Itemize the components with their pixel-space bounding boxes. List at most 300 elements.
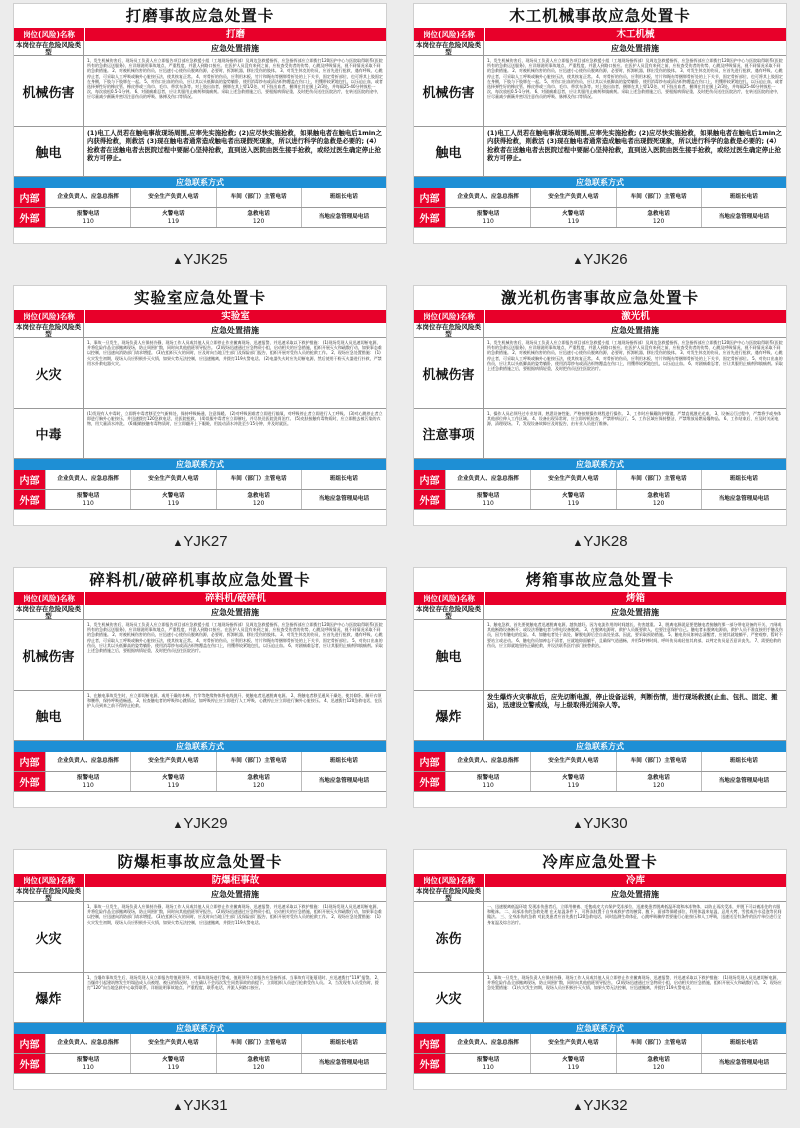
card-code-text: YJK30: [583, 815, 628, 832]
internal-contact: 车间（部门）主管电话: [616, 752, 701, 771]
position-bar: [414, 592, 786, 605]
card-cell: [400, 846, 800, 1128]
external-cols: [445, 208, 786, 227]
position-label: 岗位(风险)名称: [414, 310, 484, 323]
internal-cols: [45, 188, 386, 207]
external-contact: [701, 1054, 786, 1073]
hazard-section: [14, 902, 386, 973]
external-contact: [45, 772, 130, 791]
emergency-card: [413, 3, 787, 244]
external-contact-label: 火警电话: [562, 774, 585, 781]
hazard-name: 注意事项: [414, 409, 484, 458]
external-label: 外部: [14, 772, 45, 791]
internal-contact: 车间（部门）主管电话: [216, 470, 301, 489]
triangle-icon: ▲: [572, 819, 584, 831]
measure-title: 应急处置措施: [611, 890, 659, 899]
external-contact-label: 火警电话: [162, 492, 185, 499]
external-contact: [45, 490, 130, 509]
card-code-text: YJK32: [583, 1097, 628, 1114]
triangle-icon: ▲: [572, 255, 584, 267]
external-contact-row: [14, 772, 386, 792]
external-contact-label: 当地应急管理局电话: [318, 214, 370, 220]
external-contact-number: 120: [252, 1063, 265, 1071]
risk-type-label: 本岗位存在危险风险类型: [414, 887, 484, 901]
card-code: [400, 251, 800, 268]
external-contact-number: 120: [652, 217, 665, 225]
triangle-icon: ▲: [572, 1101, 584, 1113]
external-contact: [216, 1054, 301, 1073]
internal-contact: 安全生产负责人电话: [130, 470, 215, 489]
external-contact-number: 120: [252, 217, 265, 225]
position-name: 防爆柜事故: [84, 874, 386, 887]
risk-type-label: 本岗位存在危险风险类型: [414, 605, 484, 619]
external-contact: [301, 208, 386, 227]
internal-cols: [445, 188, 786, 207]
risk-header: [414, 323, 786, 338]
position-bar: [14, 310, 386, 323]
card-code: [0, 815, 400, 832]
external-contact-label: 火警电话: [162, 1056, 185, 1063]
external-contact-number: 119: [567, 217, 580, 225]
position-bar: [414, 874, 786, 887]
internal-cols: [45, 752, 386, 771]
external-contact-row: [414, 490, 786, 510]
internal-contact-row: [414, 1034, 786, 1054]
internal-contact: 车间（部门）主管电话: [616, 470, 701, 489]
hazard-measures: 1、发生机械伤害后，现场员工负责人应立即报告项目部应急救援小组（工地现场指挥部）及周边急救援指挥，应急指挥部应立即拨打120医护中心与医院取得联系(医院所有的急救运送服务)，应详细说明事故地点、严重程度，并派人到路口接应。在医护人员没有来到之前，应检查受伤者的伤势、心跳及呼吸情况，视不同情况采取不同的急救措施。 2、对被机械伤害的伤员，应迅速小心使伤员脱离伤源，必要时，拆卸机器，移出受伤的肢体。 3、对发生休克的伤员，应首先进行抢救，遇有呼吸、心跳停止者，可采取人工呼吸或胸外心脏按压法，使其恢复正常。 4、对骨折的伤员，应利用木板、竹片和绳布等捆绑骨折处的上下关节，固定骨折部位。 5、对伤口出血的伤员，应让其以头低脚高的姿势躺卧，使用消毒纱布或清洁织物覆盖在伤口上，用绷带较紧地包扎，以压迫止血。 6、对剧痛难忍者，应让其服用止痛剂和镇痛剂。采取上述急救措施之后，要根据病情轻重，及时把伤员送往医院治疗。: [87, 622, 383, 654]
external-contact: [530, 490, 615, 509]
measure-title: 应急处置措施: [611, 608, 659, 617]
hazard-name: 火灾: [14, 338, 84, 408]
contact-title: 应急联系方式: [14, 741, 386, 752]
emergency-card: [13, 3, 387, 244]
external-contact-label: 当地应急管理局电话: [718, 214, 770, 220]
triangle-icon: ▲: [572, 537, 584, 549]
external-contact: [216, 208, 301, 227]
external-contact-number: 110: [82, 217, 94, 225]
risk-header: [14, 605, 386, 620]
hazard-measures: 1、发生机械伤害后，现场员工负责人应立即报告项目部应急救援小组（工地现场指挥部）及周边急救援指挥，应急指挥部应立即拨打120医护中心与医院取得联系(医院所有的急救运送服务)，应详细说明事故地点、严重程度，并派人到路口接应。在医护人员没有来到之前，应检查受伤者的伤势、心跳及呼吸情况，视不同情况采取不同的急救措施。 2、对被机械伤害的伤员，应迅速小心使伤员脱离伤源，必要时，拆卸机器，移出受伤的肢体。 3、对发生休克的伤员，应首先进行抢救，遇有呼吸、心跳停止者，可采取人工呼吸或胸外心脏按压法，使其恢复正常。 4、对骨折的伤员，应利用木板、竹片和绳布等捆绑骨折处的上下关节，固定骨折部位，也可将其上肢固定在身侧，下肢与下肢绑在一起。 5、对伤口出血的伤员，应让其以头低脚高的姿势躺卧，使用消毒纱布或清洁织物覆盖在伤口上，用绷带较紧地包扎，以压迫止血，或者选择弹性好的橡皮管、橡皮带或三角巾、毛巾、带状布条等。对上肢出血者，捆绑在其上臂1/2处，对下肢出血者，捆绑在其在腿上2/3处，并每隔25-40分钟放松一次，每次放松0.5-1分钟。 6、对剧痛难忍者，应让其服用止痛剂和镇痛剂。采取上述急救措施之后，要根据病情轻重，及时把伤员送往医院治疗，在转送医院的途中，应尽量减少颠簸并密切注意伤员的呼吸、脉搏及伤口等情况。: [87, 58, 383, 100]
triangle-icon: ▲: [172, 255, 184, 267]
card-code: [0, 251, 400, 268]
external-label: 外部: [14, 1054, 45, 1073]
external-cols: [445, 490, 786, 509]
card-code-text: YJK25: [183, 251, 228, 268]
position-bar: [14, 592, 386, 605]
hazard-section: [414, 409, 786, 459]
external-contact-label: 火警电话: [562, 1056, 585, 1063]
external-label: 外部: [414, 1054, 445, 1073]
card-code-text: YJK29: [183, 815, 228, 832]
internal-contact: 班组长电话: [701, 470, 786, 489]
external-contact-number: 120: [652, 1063, 665, 1071]
card-code-text: YJK27: [183, 533, 228, 550]
hazard-section: [414, 973, 786, 1023]
external-contact: [45, 1054, 130, 1073]
hazard-name: 触电: [14, 691, 84, 740]
external-contact-label: 当地应急管理局电话: [718, 778, 770, 784]
emergency-card: [413, 285, 787, 526]
position-label: 岗位(风险)名称: [414, 592, 484, 605]
external-contact-number: 120: [652, 499, 665, 507]
external-contact: [130, 772, 215, 791]
external-contact: [301, 490, 386, 509]
internal-contact: 班组长电话: [701, 1034, 786, 1053]
risk-header: [14, 41, 386, 56]
internal-contact: 企业负责人、应急总指挥: [445, 188, 530, 207]
external-contact-number: 119: [567, 1063, 580, 1071]
external-contact-label: 当地应急管理局电话: [318, 496, 370, 502]
external-contact: [445, 490, 530, 509]
external-contact-number: 119: [167, 217, 180, 225]
hazard-section: [14, 691, 386, 741]
position-label: 岗位(风险)名称: [14, 592, 84, 605]
card-title: 碎料机/破碎机事故应急处置卡: [89, 571, 311, 589]
risk-type-label: 本岗位存在危险风险类型: [14, 605, 84, 619]
position-label: 岗位(风险)名称: [14, 874, 84, 887]
external-contact: [130, 490, 215, 509]
hazard-section: [414, 691, 786, 741]
hazard-name: 触电: [414, 620, 484, 690]
internal-contact-row: [414, 470, 786, 490]
card-cell: [400, 564, 800, 846]
external-contact: [701, 490, 786, 509]
internal-contact: 企业负责人、应急总指挥: [445, 470, 530, 489]
position-name: 木工机械: [484, 28, 786, 41]
external-contact-label: 报警电话: [476, 210, 500, 217]
internal-label: 内部: [414, 752, 445, 771]
external-contact: [701, 208, 786, 227]
internal-cols: [45, 470, 386, 489]
risk-header: [414, 887, 786, 902]
external-cols: [445, 772, 786, 791]
hazard-section: [14, 56, 386, 127]
internal-contact: 车间（部门）主管电话: [216, 752, 301, 771]
contact-title: 应急联系方式: [414, 177, 786, 188]
hazard-measures: 1、事故一旦发生，现场负责人应保持冷静，现场工作人员或其他人员立即停止作业撤离现场，迅速报警，并迅速采取以下救护措施： (1)现场发现人员迅速切断电源，并将危险作品全部撤离现场，防止周围扩散，同时向其他值班领导报告。 (2)现场迅速通过应急物资小组，启动相关的应急措施，组织开展灭火和疏散行动，如果事态难以控制，应迅速向消防部门请求增援。 (3)在组织灭火的同时，应及时向当地卫生部门及保险部门报告，组织开展对受伤人员的抢救工作。 2、现场应急处置措施： (1)火灾发生初期，现场人员应积极扑灭火情，如果火势无法控制，应迅速撤离，并拨打119火警电话。 (2)电器失火时应先切断电源，然后使用干粉灭火器进行扑救，严禁用水扑救电器火灾。: [87, 340, 382, 366]
internal-contact: 车间（部门）主管电话: [216, 1034, 301, 1053]
card-title: 打磨事故应急处置卡: [125, 7, 275, 25]
position-name: 冷库: [484, 874, 786, 887]
external-contact-number: 119: [167, 1063, 180, 1071]
external-contact: [445, 772, 530, 791]
external-contact-number: 120: [252, 499, 265, 507]
external-contact-label: 急救电话: [647, 1056, 670, 1063]
external-contact-label: 急救电话: [647, 774, 670, 781]
position-label: 岗位(风险)名称: [414, 28, 484, 41]
hazard-name: 爆炸: [14, 973, 84, 1022]
external-contact-label: 报警电话: [76, 1056, 100, 1063]
card-code: [400, 533, 800, 550]
card-code: [400, 815, 800, 832]
internal-contact: 班组长电话: [301, 188, 386, 207]
card-code: [400, 1097, 800, 1114]
risk-type-label: 本岗位存在危险风险类型: [414, 41, 484, 55]
external-contact-label: 报警电话: [476, 492, 500, 499]
risk-type-label: 本岗位存在危险风险类型: [14, 887, 84, 901]
emergency-card: [13, 567, 387, 808]
internal-label: 内部: [414, 470, 445, 489]
hazard-measures: 1、操作人员必须经过专业培训，熟悉设备性能，严格按照操作规程进行操作。 2、工作时应佩戴防护眼镜，严禁直视激光光束。 3、设备运行过程中，严禁将手或身体其他部位伸入工作区域。 4、设备出现异常时，应立即停机检查，严禁带病运行。 5、工作区域应保持整洁，严禁堆放易燃易爆物品。 6、工作结束后，应及时关闭电源，清理现场。 7、发现设备故障应及时报告，由专业人员进行维修。: [487, 411, 782, 427]
external-contact-number: 119: [567, 781, 580, 789]
external-contact-row: [14, 208, 386, 228]
external-contact-number: 119: [167, 499, 180, 507]
external-contact-label: 报警电话: [76, 210, 100, 217]
card-code: [0, 1097, 400, 1114]
internal-contact: 企业负责人、应急总指挥: [45, 188, 130, 207]
external-contact-number: 120: [652, 781, 665, 789]
internal-cols: [45, 1034, 386, 1053]
external-label: 外部: [414, 208, 445, 227]
internal-contact-row: [14, 1034, 386, 1054]
hazard-name: 机械伤害: [14, 620, 84, 690]
internal-cols: [445, 752, 786, 771]
external-contact: [216, 490, 301, 509]
contact-title: 应急联系方式: [414, 1023, 786, 1034]
position-label: 岗位(风险)名称: [414, 874, 484, 887]
hazard-name: 中毒: [14, 409, 84, 458]
hazard-name: 机械伤害: [414, 56, 484, 126]
card-code: [0, 533, 400, 550]
external-label: 外部: [414, 772, 445, 791]
internal-label: 内部: [414, 1034, 445, 1053]
external-contact-number: 119: [567, 499, 580, 507]
card-cell: [400, 0, 800, 282]
internal-contact: 车间（部门）主管电话: [616, 188, 701, 207]
hazard-measures: 1、在触电事故发生时，应立即切断电源，或用干燥的木棒、竹竿等绝缘物体将电线挑开，使触电者迅速脱离电源。 2、将触电者移至通风干燥处，使其仰卧，解开衣领和腰带，保持呼吸道畅通。 3、检查触电者的呼吸和心跳情况，如呼吸停止应立即进行人工呼吸，心跳停止应立即进行胸外心脏按压。 4、迅速拨打120急救电话，在医护人员到来之前不得停止抢救。: [87, 693, 383, 709]
external-contact: [530, 772, 615, 791]
contact-title: 应急联系方式: [414, 459, 786, 470]
external-cols: [45, 490, 386, 509]
hazard-measures: 1、发生机械伤害后，现场员工负责人应立即报告项目部应急救援小组（工地现场指挥部）及周边急救援指挥，应急指挥部应立即拨打120医护中心与医院取得联系(医院所有的急救运送服务)，应详细说明事故地点、严重程度，并派人到路口接应。在医护人员没有来到之前，应检查受伤者的伤势、心跳及呼吸情况，视不同情况采取不同的急救措施。 2、对被机械伤害的伤员，应迅速小心使伤员脱离伤源，必要时，拆卸机器，移出受伤的肢体。 3、对发生休克的伤员，应首先进行抢救，遇有呼吸、心跳停止者，可采取人工呼吸或胸外心脏按压法，使其恢复正常。 4、对骨折的伤员，应利用木板、竹片和绳布等捆绑骨折处的上下关节，固定骨折部位。 5、对伤口出血的伤员，应让其以头低脚高的姿势躺卧，使用消毒纱布或清洁织物覆盖在伤口上，用绷带较紧地包扎，以压迫止血。 6、对剧痛难忍者，应让其服用止痛剂和镇痛剂。采取上述急救措施之后，要根据病情轻重，及时把伤员送往医院治疗。: [487, 340, 783, 372]
internal-contact: 安全生产负责人电话: [530, 188, 615, 207]
external-contact-label: 急救电话: [647, 492, 670, 499]
hazard-name: 爆炸: [414, 691, 484, 740]
external-contact: [301, 1054, 386, 1073]
internal-label: 内部: [14, 470, 45, 489]
risk-header: [414, 605, 786, 620]
external-contact: [445, 1054, 530, 1073]
internal-contact: 安全生产负责人电话: [130, 752, 215, 771]
internal-contact: 班组长电话: [701, 752, 786, 771]
external-contact: [216, 772, 301, 791]
risk-header: [414, 41, 786, 56]
hazard-section: [414, 127, 786, 177]
external-contact-number: 110: [482, 781, 494, 789]
card-title: 烤箱事故应急处置卡: [525, 571, 675, 589]
measure-title: 应急处置措施: [211, 44, 259, 53]
external-contact-label: 当地应急管理局电话: [318, 1060, 370, 1066]
internal-contact: 企业负责人、应急总指挥: [45, 752, 130, 771]
measure-title: 应急处置措施: [611, 326, 659, 335]
internal-contact: 企业负责人、应急总指挥: [45, 470, 130, 489]
hazard-section: [414, 56, 786, 127]
external-contact-row: [14, 1054, 386, 1074]
internal-contact-row: [14, 470, 386, 490]
measure-title: 应急处置措施: [211, 326, 259, 335]
internal-contact: 班组长电话: [301, 1034, 386, 1053]
external-contact-label: 火警电话: [162, 774, 185, 781]
hazard-name: 火灾: [414, 973, 484, 1022]
internal-cols: [445, 470, 786, 489]
hazard-measures: 1、事故一旦发生，现场负责人应保持冷静，现场工作人员或其他人员立即停止作业撤离现场，迅速报警，并迅速采取以下救护措施： (1)现场发现人员迅速切断电源，并将危险作品全部撤离现场，防止周围扩散，同时向其他值班领导报告。 (2)现场迅速通过应急物资小组，启动相关的应急措施，组织开展灭火和疏散行动。 2、现场应急处置措施： (1)火灾发生初期，现场人员应积极扑灭火情，如果火势无法控制，应迅速撤离，并拨打119火警电话。: [487, 975, 782, 991]
external-contact-number: 119: [167, 781, 180, 789]
external-contact: [130, 1054, 215, 1073]
internal-contact: 安全生产负责人电话: [530, 470, 615, 489]
card-title: 激光机伤害事故应急处置卡: [500, 289, 699, 307]
hazard-measures: (1)发现有人中毒时，立即将中毒者移至空气新鲜处，保持呼吸畅通，注意保暖。 (2)对呼吸困难者立即进行输氧，对呼吸停止者立即进行人工呼吸。 (3)对心跳停止者立即进行胸外心脏按压，并迅速拨打120急救电话，送医院抢救。 (4)误服中毒者应立即催吐，并尽快送医院洗胃治疗。 (5)皮肤接触有毒物质时，应立即脱去被污染的衣物，用大量清水冲洗。 (6)眼睛接触有毒物质时，应立即翻开上下眼睑，用流动清水冲洗至少15分钟，并及时就医。: [87, 411, 383, 427]
card-code-text: YJK26: [583, 251, 628, 268]
external-label: 外部: [14, 490, 45, 509]
external-label: 外部: [14, 208, 45, 227]
internal-contact: 安全生产负责人电话: [530, 752, 615, 771]
position-label: 岗位(风险)名称: [14, 310, 84, 323]
external-label: 外部: [414, 490, 445, 509]
emergency-card: [413, 849, 787, 1090]
position-bar: [414, 28, 786, 41]
external-contact-number: 110: [482, 1063, 494, 1071]
contact-title: 应急联系方式: [14, 459, 386, 470]
hazard-section: [14, 127, 386, 177]
external-contact-label: 急救电话: [647, 210, 670, 217]
position-name: 实验室: [84, 310, 386, 323]
external-contact-row: [14, 490, 386, 510]
external-contact-label: 报警电话: [76, 492, 100, 499]
contact-title: 应急联系方式: [414, 741, 786, 752]
external-contact-number: 110: [482, 217, 494, 225]
external-cols: [45, 208, 386, 227]
internal-label: 内部: [14, 1034, 45, 1053]
triangle-icon: ▲: [172, 1101, 184, 1113]
external-contact-label: 当地应急管理局电话: [718, 1060, 770, 1066]
triangle-icon: ▲: [172, 537, 184, 549]
external-contact: [616, 490, 701, 509]
external-contact-label: 急救电话: [247, 492, 270, 499]
external-contact-label: 当地应急管理局电话: [318, 778, 370, 784]
hazard-section: [414, 620, 786, 691]
emergency-card: [413, 567, 787, 808]
hazard-name: 触电: [414, 127, 484, 176]
hazard-measures: 1、发生机械伤害后，现场员工负责人应立即报告项目部应急救援小组（工地现场指挥部）及周边急救援指挥，应急指挥部应立即拨打120医护中心与医院取得联系(医院所有的急救运送服务)，应详细说明事故地点、严重程度，并派人到路口接应。在医护人员没有来到之前，应检查受伤者的伤势、心跳及呼吸情况，视不同情况采取不同的急救措施。 2、对被机械伤害的伤员，应迅速小心使伤员脱离伤源，必要时，拆卸机器，移出受伤的肢体。 3、对发生休克的伤员，应首先进行抢救，遇有呼吸、心跳停止者，可采取人工呼吸或胸外心脏按压法，使其恢复正常。 4、对骨折的伤员，应利用木板、竹片和绳布等捆绑骨折处的上下关节，固定骨折部位，也可将其上肢固定在身侧，下肢与下肢绑在一起。 5、对伤口出血的伤员，应让其以头低脚高的姿势躺卧，使用消毒纱布或清洁织物覆盖在伤口上，用绷带较紧地包扎，以压迫止血，或者选择弹性好的橡皮管、橡皮带或三角巾、毛巾、带状布条等。对上肢出血者，捆绑在其上臂1/2处，对下肢出血者，捆绑在其在腿上2/3处，并每隔25-40分钟放松一次，每次放松0.5-1分钟。 6、对剧痛难忍者，应让其服用止痛剂和镇痛剂。采取上述急救措施之后，要根据病情轻重，及时把伤员送往医院治疗，在转送医院的途中，应尽量减少颠簸并密切注意伤员的呼吸、脉搏及伤口等情况。: [487, 58, 783, 100]
position-name: 烤箱: [484, 592, 786, 605]
risk-header: [14, 887, 386, 902]
external-contact-number: 110: [82, 1063, 94, 1071]
hazard-section: [414, 902, 786, 973]
measure-title: 应急处置措施: [611, 44, 659, 53]
external-contact-label: 火警电话: [562, 210, 585, 217]
internal-contact: 企业负责人、应急总指挥: [445, 1034, 530, 1053]
risk-type-label: 本岗位存在危险风险类型: [414, 323, 484, 337]
measure-title: 应急处置措施: [211, 890, 259, 899]
internal-contact: 安全生产负责人电话: [130, 188, 215, 207]
internal-contact: 班组长电话: [301, 752, 386, 771]
hazard-section: [14, 409, 386, 459]
external-contact-label: 急救电话: [247, 1056, 270, 1063]
internal-contact: 企业负责人、应急总指挥: [445, 752, 530, 771]
card-title: 防爆柜事故应急处置卡: [117, 853, 283, 871]
internal-label: 内部: [14, 752, 45, 771]
internal-contact: 企业负责人、应急总指挥: [45, 1034, 130, 1053]
internal-contact-row: [14, 188, 386, 208]
external-contact: [530, 208, 615, 227]
hazard-measures: 发生爆炸火灾事故后，应先切断电源，停止设备运转，判断伤情，进行现场救援(止血、包扎、固定、搬运)，迅速设立警戒线，与上级取得近闲杂人等。: [487, 693, 778, 710]
external-contact-number: 110: [82, 499, 94, 507]
position-name: 激光机: [484, 310, 786, 323]
position-name: 打磨: [84, 28, 386, 41]
external-contact: [445, 208, 530, 227]
contact-title: 应急联系方式: [14, 1023, 386, 1034]
triangle-icon: ▲: [172, 819, 184, 831]
hazard-measures: (1)电工人员若在触电事故现场周围,应率先实施抢救; (2)应尽快实施抢救，如果触电者在触电后1min之内获得抢救，则救活 (3)现在触电者通常造成触电者出现假死现象，所以进行科学的急救是必要的; (4）抢救者在送触电者去医院过程中要耐心坚持抢救，直到送入医院由医生接手抢救，或经过医生确定停止抢救方可停止。: [487, 129, 782, 163]
position-bar: [14, 874, 386, 887]
risk-type-label: 本岗位存在危险风险类型: [14, 323, 84, 337]
external-contact-row: [414, 1054, 786, 1074]
external-cols: [45, 1054, 386, 1073]
external-contact: [530, 1054, 615, 1073]
hazard-measures: 1、事故一旦发生，现场负责人应保持冷静，现场工作人员或其他人员立即停止作业撤离现场，迅速报警，并迅速采取以下救护措施： (1)现场发现人员迅速切断电源，并将危险作品全部撤离现场，防止周围扩散，同时向其他值班领导报告。 (2)现场迅速通过应急物资小组，启动相关的应急措施，组织开展灭火和疏散行动，如果事态难以控制，应迅速向消防部门请求增援。 (3)在组织灭火的同时，应及时向当地卫生部门及保险部门报告，组织开展对受伤人员的抢救工作。 2、现场应急处置措施： (1)火灾发生初期，现场人员应积极扑灭火情，如果火势无法控制，应迅速撤离，并拨打119火警电话。: [87, 904, 382, 925]
internal-contact-row: [414, 188, 786, 208]
hazard-measures: 1、当爆炸事故发生后，现场发现人员立即报告给值班领导，对事故现场进行警戒，值班领导立即报告应急指挥部，当事故有可能蔓延时，应迅速拨打“119”报警。 2、当爆炸引起建筑物发生坍塌造成人员被埋、被压的情况时，应在确认不会再次发生同类事故的前提下，立即组织人员进行抢救受伤人员。 3、当发现有人员受伤时，拨打“120”向当地急救中心取得联系，详细说明事故地点、严重程度，联系电话，并派人到路口接应。: [87, 975, 382, 991]
external-contact-number: 110: [82, 781, 94, 789]
external-cols: [45, 772, 386, 791]
internal-contact: 车间（部门）主管电话: [616, 1034, 701, 1053]
external-cols: [445, 1054, 786, 1073]
external-contact-label: 火警电话: [162, 210, 185, 217]
emergency-card: [13, 285, 387, 526]
external-contact-label: 报警电话: [476, 1056, 500, 1063]
hazard-measures: (1)电工人员若在触电事故现场周围,应率先实施抢救; (2)应尽快实施抢救，如果触电者在触电后1min之内获得抢救，则救活 (3)现在触电者通常造成触电者出现假死现象，所以进行科学的急救是必要的; (4）抢救者在送触电者去医院过程中要耐心坚持抢救，直到送入医院由医生接手抢救，或经过医生确定停止抢救方可停止。: [87, 129, 382, 163]
card-cell: [400, 282, 800, 564]
measure-title: 应急处置措施: [211, 608, 259, 617]
internal-contact: 车间（部门）主管电话: [216, 188, 301, 207]
hazard-name: 火灾: [14, 902, 84, 972]
internal-contact-row: [14, 752, 386, 772]
external-contact: [45, 208, 130, 227]
card-title: 实验室应急处置卡: [133, 289, 266, 307]
internal-label: 内部: [14, 188, 45, 207]
external-contact: [616, 1054, 701, 1073]
position-bar: [14, 28, 386, 41]
card-code-text: YJK31: [183, 1097, 228, 1114]
emergency-card: [13, 849, 387, 1090]
internal-contact: 班组长电话: [701, 188, 786, 207]
hazard-name: 机械伤害: [414, 338, 484, 408]
external-contact-label: 报警电话: [476, 774, 500, 781]
card-cell: [0, 564, 400, 846]
external-contact: [701, 772, 786, 791]
hazard-name: 冻伤: [414, 902, 484, 972]
position-name: 碎料机/破碎机: [84, 592, 386, 605]
external-contact-label: 急救电话: [247, 210, 270, 217]
external-contact-number: 120: [252, 781, 265, 789]
hazard-section: [14, 338, 386, 409]
card-title: 冷库应急处置卡: [542, 853, 658, 871]
hazard-measures: 1、触电急救，首先要使触电者迅速脱离电源，越快越好。因为电流作用的时间越长，伤害越重。 2、脱离电源就是要把触电者接触的那一部分带电设备的开关、刀闸或其他断路设备断开；或设法将触电者与带电设备脱离。 3、在脱离电源时，救护人员既要救人，也要注意保护自己。触电者未脱离电源前，救护人员不准直接用手触及伤员，因为有触电的危险。 4、如触电者处于高处，解脱电源后会自高处坠落，因此，要采取预防措施。 5、触电伤员如神志清醒者，应使其就地躺平，严密观察，暂时不要站立或走动。 6、触电伤员如神志不清者，应就地仰面躺平，且确保气道通畅，并用5秒钟时间，呼叫伤员或轻拍其肩部，以判定伤员是否意识丧失。 7、需要抢救的伤员，应立即就地坚持正确抢救，并设法联系医疗部门接替救治。: [487, 622, 783, 648]
position-label: 岗位(风险)名称: [14, 28, 84, 41]
external-contact-row: [414, 772, 786, 792]
internal-label: 内部: [414, 188, 445, 207]
internal-contact: 安全生产负责人电话: [530, 1034, 615, 1053]
external-contact: [301, 772, 386, 791]
internal-contact: 班组长电话: [301, 470, 386, 489]
hazard-name: 机械伤害: [14, 56, 84, 126]
external-contact: [616, 208, 701, 227]
external-contact: [130, 208, 215, 227]
external-contact-label: 报警电话: [76, 774, 100, 781]
hazard-section: [14, 973, 386, 1023]
card-code-text: YJK28: [583, 533, 628, 550]
card-cell: [0, 0, 400, 282]
